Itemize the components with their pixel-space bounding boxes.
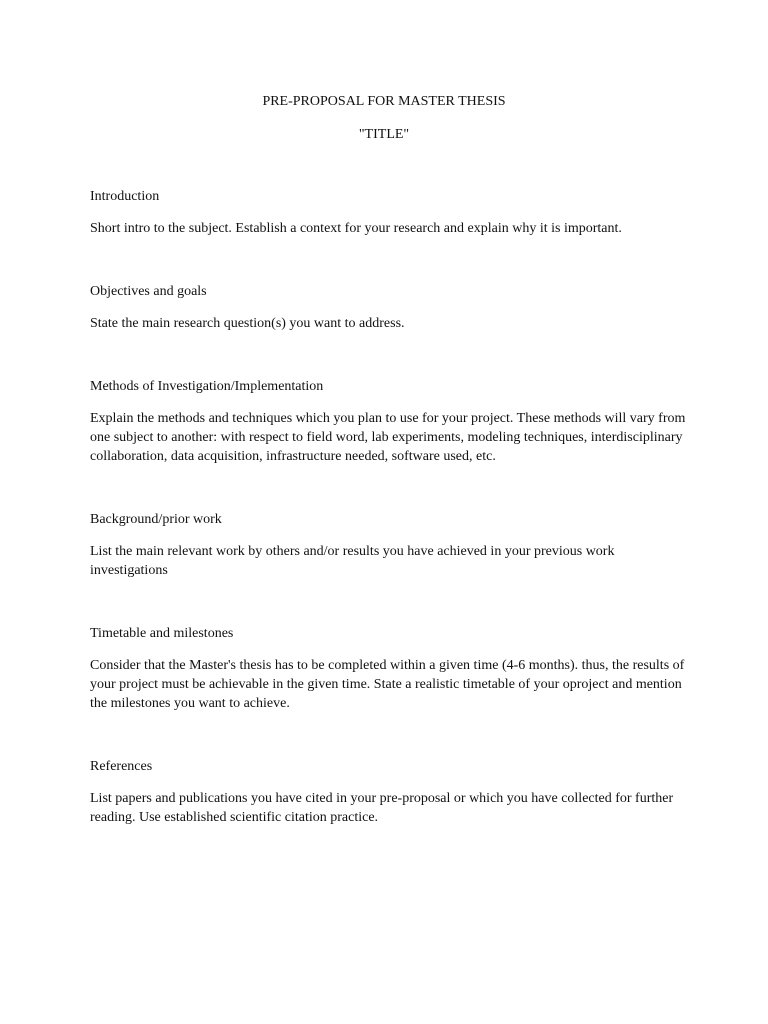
body-line: your project must be achievable in the given time. State a realistic timetable of your oproject and mention [90,677,682,692]
body-line: investigations [90,563,168,578]
body-line: one subject to another: with respect to field word, lab experiments, modeling techniques, interdisciplinary [90,430,683,445]
document-title: PRE-PROPOSAL FOR MASTER THESIS [262,94,506,109]
section-heading-references: References [90,759,153,774]
document-subtitle: "TITLE" [358,127,410,142]
body-line: List the main relevant work by others and/or results you have achieved in your previous work [90,544,615,559]
body-line: Explain the methods and techniques which you plan to use for your project. These methods will vary from [90,411,686,426]
body-line: List papers and publications you have cited in your pre-proposal or which you have collected for further [90,791,674,806]
body-line: Consider that the Master's thesis has to be completed within a given time (4-6 months). thus, the results of [90,658,685,673]
section-heading-introduction: Introduction [90,189,160,204]
section-heading-objectives: Objectives and goals [90,284,207,299]
body-line: the milestones you want to achieve. [90,696,290,711]
body-line: collaboration, data acquisition, infrastructure needed, software used, etc. [90,449,496,464]
section-body-methods [90,409,690,466]
section-heading-background: Background/prior work [90,512,222,527]
section-heading-methods: Methods of Investigation/Implementation [90,379,324,394]
section-body-timetable [90,656,690,713]
section-body-background [90,542,690,580]
section-body-introduction: Short intro to the subject. Establish a context for your research and explain why it is important. [90,221,622,236]
section-body-references [90,789,690,827]
section-heading-timetable: Timetable and milestones [90,626,234,641]
section-body-objectives: State the main research question(s) you want to address. [90,316,405,331]
body-line: reading. Use established scientific citation practice. [90,810,379,825]
